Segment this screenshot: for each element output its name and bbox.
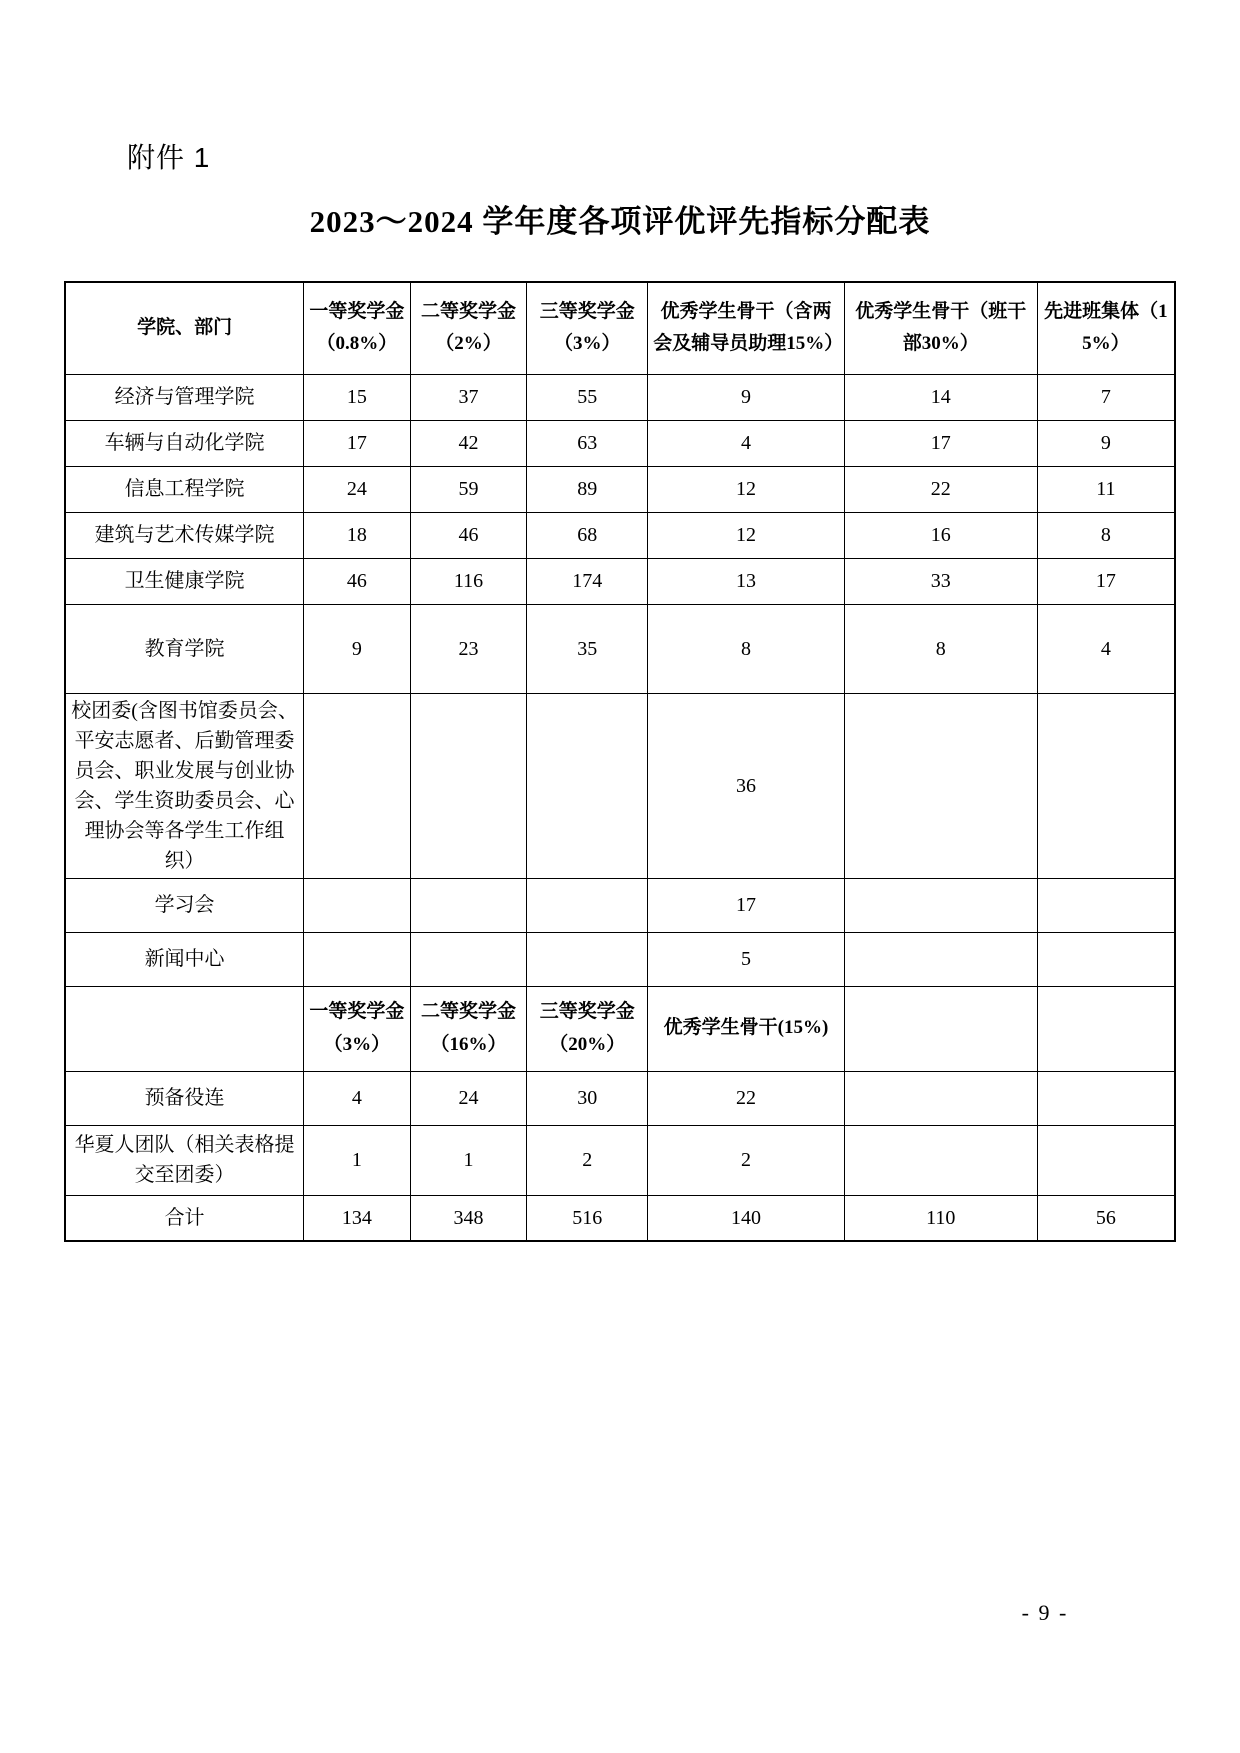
cell: 140: [648, 1195, 844, 1241]
cell: 35: [527, 604, 648, 693]
cell: 8: [1037, 512, 1175, 558]
cell: 5: [648, 932, 844, 986]
cell: [1037, 878, 1175, 932]
cell: 22: [648, 1071, 844, 1125]
cell: [527, 878, 648, 932]
table-row: [65, 374, 1175, 420]
cell: 55: [527, 374, 648, 420]
table-row: [65, 558, 1175, 604]
cell: 17: [648, 878, 844, 932]
row-label: 新闻中心: [65, 932, 304, 986]
cell: 12: [648, 512, 844, 558]
cell: 56: [1037, 1195, 1175, 1241]
cell: 89: [527, 466, 648, 512]
col-header-backbone-two-committees: 优秀学生骨干（含两会及辅导员助理15%）: [648, 282, 844, 374]
col-header-department: 学院、部门: [65, 282, 304, 374]
cell: [844, 932, 1037, 986]
cell: 4: [304, 1071, 411, 1125]
cell: [304, 878, 411, 932]
cell: 16: [844, 512, 1037, 558]
attachment-label: 附件 1: [127, 142, 211, 173]
cell: 68: [527, 512, 648, 558]
cell: [844, 693, 1037, 878]
col-header-first-scholarship: 一等奖学金（0.8%）: [304, 282, 411, 374]
cell: 1: [410, 1125, 527, 1195]
mid-header-third-scholarship: 三等奖学金（20%）: [527, 986, 648, 1071]
mid-header-spacer: [65, 986, 304, 1071]
cell: 116: [410, 558, 527, 604]
col-header-second-scholarship: 二等奖学金（2%）: [410, 282, 527, 374]
row-label: 经济与管理学院: [65, 374, 304, 420]
cell: 12: [648, 466, 844, 512]
row-label: 预备役连: [65, 1071, 304, 1125]
cell: [1037, 1071, 1175, 1125]
cell: 24: [304, 466, 411, 512]
cell: 23: [410, 604, 527, 693]
row-label: 教育学院: [65, 604, 304, 693]
cell: [527, 932, 648, 986]
cell: [410, 932, 527, 986]
row-label: 卫生健康学院: [65, 558, 304, 604]
mid-header-backbone: 优秀学生骨干(15%): [648, 986, 844, 1071]
cell: 33: [844, 558, 1037, 604]
row-label: 信息工程学院: [65, 466, 304, 512]
row-label: 校团委(含图书馆委员会、平安志愿者、后勤管理委员会、职业发展与创业协会、学生资助委员会、心理协会等各学生工作组织）: [65, 693, 304, 878]
cell: 9: [648, 374, 844, 420]
row-label: 合计: [65, 1195, 304, 1241]
row-label: 建筑与艺术传媒学院: [65, 512, 304, 558]
col-header-backbone-class-cadre: 优秀学生骨干（班干部30%）: [844, 282, 1037, 374]
cell: 17: [1037, 558, 1175, 604]
table-row: [65, 512, 1175, 558]
table-header-row: [65, 282, 1175, 374]
cell: [410, 878, 527, 932]
cell: [1037, 693, 1175, 878]
col-header-third-scholarship: 三等奖学金（3%）: [527, 282, 648, 374]
cell: 59: [410, 466, 527, 512]
cell: 174: [527, 558, 648, 604]
page-number: - 9 -: [1021, 1600, 1069, 1625]
table-row: [65, 604, 1175, 693]
cell: 14: [844, 374, 1037, 420]
cell: 18: [304, 512, 411, 558]
cell: [844, 1125, 1037, 1195]
cell: 134: [304, 1195, 411, 1241]
cell: 63: [527, 420, 648, 466]
col-header-advanced-class: 先进班集体（15%）: [1037, 282, 1175, 374]
cell: 46: [410, 512, 527, 558]
table-row: [65, 932, 1175, 986]
row-label: 车辆与自动化学院: [65, 420, 304, 466]
cell: [410, 693, 527, 878]
table-total-row: [65, 1195, 1175, 1241]
table-row: [65, 878, 1175, 932]
cell: [1037, 1125, 1175, 1195]
cell: 8: [844, 604, 1037, 693]
cell: 11: [1037, 466, 1175, 512]
table-mid-header-row: [65, 986, 1175, 1071]
cell: 7: [1037, 374, 1175, 420]
table-row: [65, 1071, 1175, 1125]
cell: 17: [304, 420, 411, 466]
cell: [844, 1071, 1037, 1125]
cell: 516: [527, 1195, 648, 1241]
cell: [1037, 932, 1175, 986]
cell: [304, 932, 411, 986]
table-row: [65, 1125, 1175, 1195]
cell: 24: [410, 1071, 527, 1125]
cell: 8: [648, 604, 844, 693]
allocation-table: [64, 281, 1176, 1242]
cell: 46: [304, 558, 411, 604]
row-label: 学习会: [65, 878, 304, 932]
cell: [844, 878, 1037, 932]
cell: 37: [410, 374, 527, 420]
cell: 9: [304, 604, 411, 693]
mid-header-empty: [1037, 986, 1175, 1071]
page-title: 2023～2024 学年度各项评优评先指标分配表: [309, 204, 931, 239]
cell: 2: [648, 1125, 844, 1195]
table-row: [65, 420, 1175, 466]
row-label: 华夏人团队（相关表格提交至团委）: [65, 1125, 304, 1195]
mid-header-second-scholarship: 二等奖学金（16%）: [410, 986, 527, 1071]
cell: [304, 693, 411, 878]
cell: 348: [410, 1195, 527, 1241]
mid-header-empty: [844, 986, 1037, 1071]
cell: [527, 693, 648, 878]
table-row: [65, 466, 1175, 512]
cell: 30: [527, 1071, 648, 1125]
cell: 4: [648, 420, 844, 466]
cell: 110: [844, 1195, 1037, 1241]
cell: 15: [304, 374, 411, 420]
cell: 9: [1037, 420, 1175, 466]
cell: 22: [844, 466, 1037, 512]
cell: 1: [304, 1125, 411, 1195]
cell: 4: [1037, 604, 1175, 693]
table-row: [65, 693, 1175, 878]
mid-header-first-scholarship: 一等奖学金（3%）: [304, 986, 411, 1071]
cell: 13: [648, 558, 844, 604]
cell: 17: [844, 420, 1037, 466]
cell: 42: [410, 420, 527, 466]
cell: 36: [648, 693, 844, 878]
cell: 2: [527, 1125, 648, 1195]
